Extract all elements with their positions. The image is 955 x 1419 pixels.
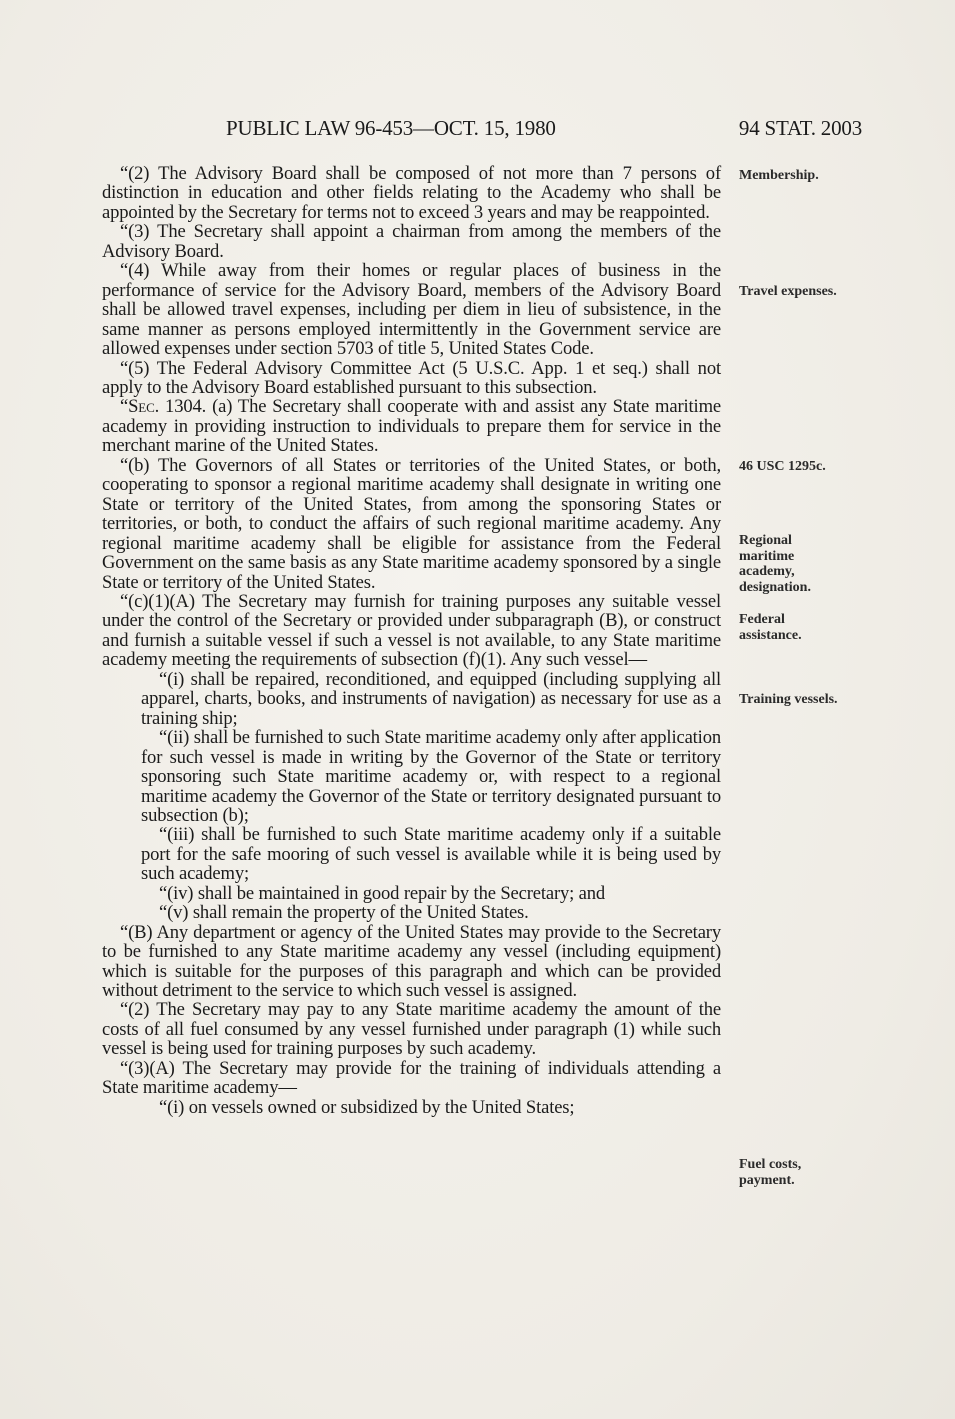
paragraph-chairman: “(3) The Secretary shall appoint a chairman from among the members of the Advisory Board. bbox=[102, 221, 721, 262]
clause-iv-maintained: “(iv) shall be maintained in good repair by the Secretary; and bbox=[159, 882, 606, 904]
paragraph-travel-expenses: “(4) While away from their homes or regular places of business in the performance of service for the Advisory Board, members of the Advisory Board shall be allowed travel expenses, including per diem in lieu of subsistence, in the same manner as persons employed intermittently in the Government service are allowed expenses under section 5703 of title 5, United States Code. bbox=[102, 260, 721, 360]
clause-i-repaired: “(i) shall be repaired, reconditioned, and equipped (including supplying all apparel, charts, books, and instruments of navigation) as necessary for use as a training ship; bbox=[141, 668, 721, 729]
body-text bbox=[102, 164, 721, 1117]
clause-iii-port: “(iii) shall be furnished to such State maritime academy only if a suitable port for the safe mooring of such vessel is available while it is being used by such academy; bbox=[141, 824, 721, 885]
clause-i-vessels-owned: “(i) on vessels owned or subsidized by the United States; bbox=[159, 1096, 575, 1118]
running-head bbox=[226, 116, 862, 144]
clause-ii-application: “(ii) shall be furnished to such State maritime academy only after application for such vessel is made in writing by the Governor of the State or territory sponsoring such State maritime academy or, with respect to a regional maritime academy the Governor of the State or territory designated pursuant to subsection (b); bbox=[141, 727, 721, 826]
running-head-stat: 94 STAT. 2003 bbox=[738, 116, 862, 140]
section-label: “Sec. 1304. bbox=[120, 396, 213, 418]
paragraph-advisory-committee-act: “(5) The Federal Advisory Committee Act (5 U.S.C. App. 1 et seq.) shall not apply to the Advisory Board established pursuant to this subsection. bbox=[102, 357, 721, 398]
margin-note-usc-citation: 46 USC 1295c. bbox=[739, 459, 826, 474]
paragraph-regional-academy: “(b) The Governors of all States or territories of the United States, or both, cooperating to sponsor a regional maritime academy shall designate in writing one State or territory of the United States, from among the sponsoring States or territories, or both, to conduct the affairs of such regional maritime academy. Any regional maritime academy shall be eligible for assistance from the Federal Government on the same basis as any State maritime academy sponsored by a single State or territory of the United States. bbox=[102, 454, 721, 593]
margin-note-membership: Membership. bbox=[739, 168, 819, 183]
margin-note-training-vessels: Training vessels. bbox=[739, 692, 838, 707]
clause-v-property: “(v) shall remain the property of the United States. bbox=[159, 902, 529, 924]
paragraph-training-vessels: “(c)(1)(A) The Secretary may furnish for training purposes any suitable vessel under the control of the Secretary or provided under subparagraph (B), or construct and furnish a suitable vessel if such a vessel is not available, to any State maritime academy meeting the requirements of subsection (f)(1). Any such vessel— bbox=[102, 590, 721, 671]
paragraph-sec-1304-a: “Sec. 1304. (a) The Secretary shall cooperate with and assist any State maritime academy in providing instruction to individuals to prepare them for service in the merchant marine of the United States. bbox=[102, 396, 721, 457]
paragraph-department-vessels: “(B) Any department or agency of the United States may provide to the Secretary to be furnished to any State maritime academy any vessel (including equipment) which is suitable for the purposes of this paragraph and which can be provided without detriment to the service to which such vessel is assigned. bbox=[102, 921, 721, 1002]
margin-note-regional-academy: Regional maritime academy, designation. bbox=[739, 533, 811, 595]
paragraph-fuel-costs: “(2) The Secretary may pay to any State maritime academy the amount of the costs of all fuel consumed by any vessel furnished under paragraph (1) while such vessel is being used for training purposes by such academy. bbox=[102, 999, 721, 1060]
paragraph-membership: “(2) The Advisory Board shall be composed of not more than 7 persons of distinction in education and other fields relating to the Academy who shall be appointed by the Secretary for terms not to exceed 3 years and may be reappointed. bbox=[102, 163, 721, 223]
running-head-law: PUBLIC LAW 96-453—OCT. 15, 1980 bbox=[226, 116, 556, 140]
margin-note-fuel-costs: Fuel costs, payment. bbox=[739, 1157, 802, 1188]
margin-note-travel-expenses: Travel expenses. bbox=[739, 284, 837, 299]
margin-note-federal-assistance: Federal assistance. bbox=[739, 612, 802, 643]
paragraph-training-individuals: “(3)(A) The Secretary may provide for the training of individuals attending a State maritime academy— bbox=[102, 1057, 721, 1099]
